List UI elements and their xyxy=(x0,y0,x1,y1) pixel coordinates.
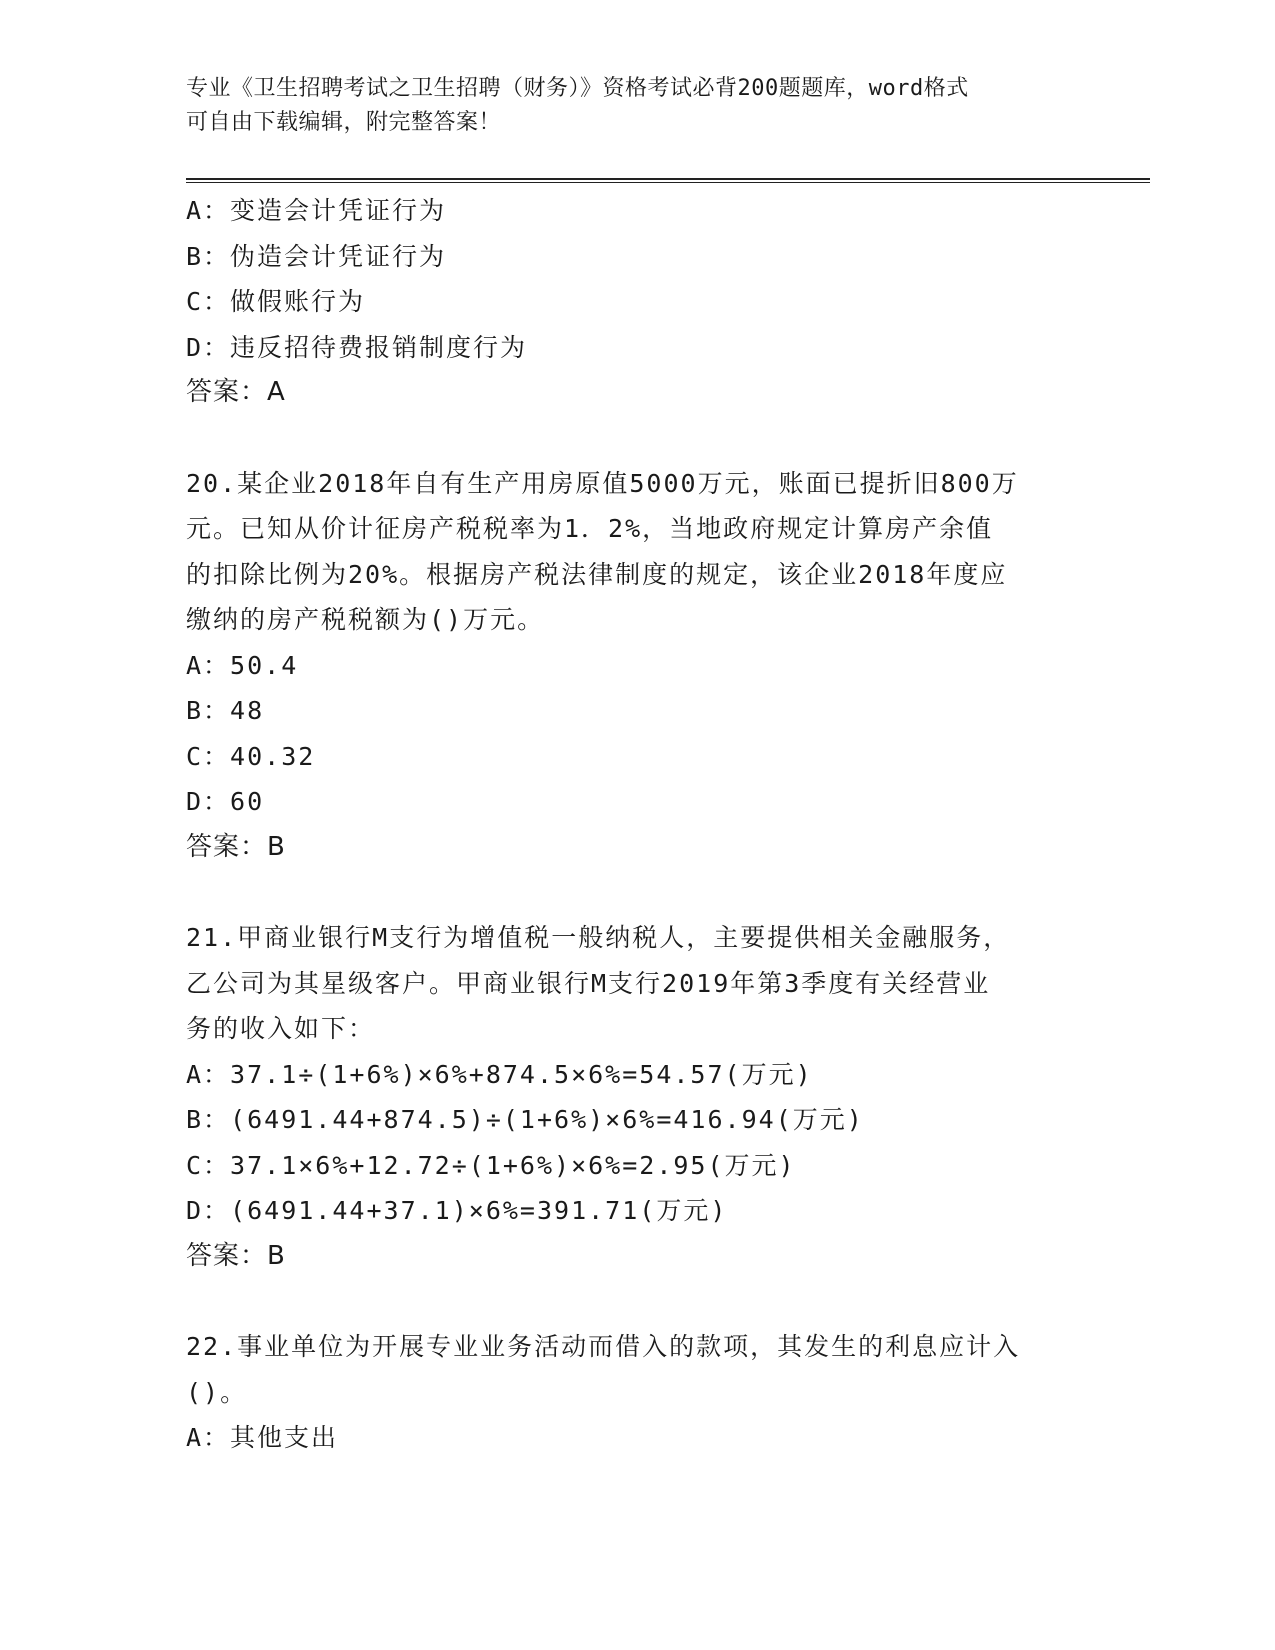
question-text-line: 乙公司为其星级客户。甲商业银行M支行2019年第3季度有关经营业 xyxy=(186,968,991,998)
question-text-line: 缴纳的房产税税额为()万元。 xyxy=(186,605,545,634)
question-text-line: ()。 xyxy=(186,1377,248,1407)
question-text-line: 21.甲商业银行M支行为增值税一般纳税人，主要提供相关金融服务， xyxy=(186,923,1011,952)
question-text-line: 务的收入如下： xyxy=(186,1014,376,1043)
option-d: D：违反招待费报销制度行为 xyxy=(186,332,528,362)
spacer xyxy=(186,1279,1086,1324)
option-d: D：60 xyxy=(186,787,265,816)
question-21 xyxy=(186,915,1086,1279)
spacer xyxy=(186,416,1086,461)
question-22 xyxy=(186,1324,1086,1461)
answer: 答案：B xyxy=(186,831,286,862)
option-b: B：伪造会计凭证行为 xyxy=(186,241,447,271)
answer: 答案：B xyxy=(186,1240,286,1271)
option-c: C：37.1×6%+12.72÷(1+6%)×6%=2.95(万元) xyxy=(186,1150,796,1180)
option-a: A：其他支出 xyxy=(186,1423,339,1452)
question-19-tail xyxy=(186,188,1086,416)
header-line-2: 可自由下载编辑，附完整答案！ xyxy=(186,110,502,135)
option-a: A：变造会计凭证行为 xyxy=(186,196,447,225)
option-b: B：48 xyxy=(186,696,265,725)
question-20 xyxy=(186,461,1086,871)
question-text-line: 的扣除比例为20%。根据房产税法律制度的规定，该企业2018年度应 xyxy=(186,559,1008,589)
option-c: C：做假账行为 xyxy=(186,287,366,316)
option-a: A：50.4 xyxy=(186,650,299,680)
option-c: C：40.32 xyxy=(186,741,316,771)
question-text-line: 20.某企业2018年自有生产用房原值5000万元，账面已提折旧800万 xyxy=(186,468,1019,498)
header-line-1: 专业《卫生招聘考试之卫生招聘（财务）》资格考试必背200题题库，word格式 xyxy=(186,76,969,101)
option-a: A：37.1÷(1+6%)×6%+874.5×6%=54.57(万元) xyxy=(186,1059,813,1089)
question-text-line: 元。已知从价计征房产税税率为1．2%，当地政府规定计算房产余值 xyxy=(186,514,994,543)
document-body xyxy=(186,188,1086,1461)
answer: 答案：A xyxy=(186,377,286,407)
spacer xyxy=(186,870,1086,915)
option-d: D：(6491.44+37.1)×6%=391.71(万元) xyxy=(186,1196,728,1225)
document-header xyxy=(186,72,1066,140)
option-b: B：(6491.44+874.5)÷(1+6%)×6%=416.94(万元) xyxy=(186,1105,864,1134)
header-divider xyxy=(186,178,1150,183)
question-text-line: 22.事业单位为开展专业业务活动而借入的款项，其发生的利息应计入 xyxy=(186,1332,1021,1361)
